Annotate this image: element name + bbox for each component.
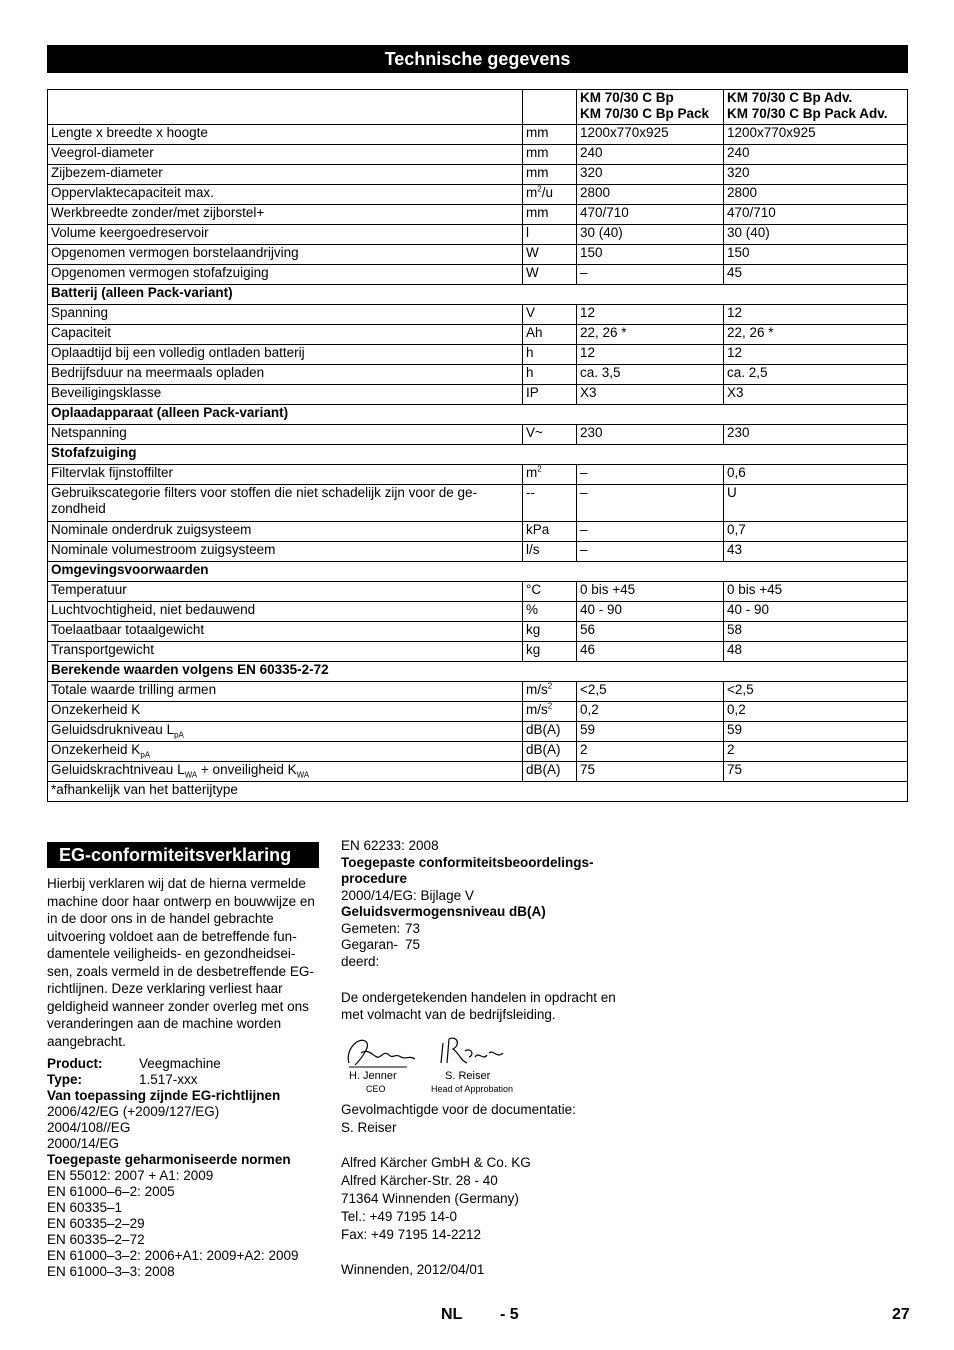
row-label [48, 522, 523, 542]
row-value-model-2: 75 [724, 762, 908, 782]
table-row [48, 165, 908, 185]
row-unit: kPa [523, 522, 577, 542]
footer-lang: NL [441, 1306, 463, 1323]
row-value-model-1: 59 [577, 722, 724, 742]
row-value-model-2: 43 [724, 542, 908, 562]
row-unit [523, 702, 577, 722]
company-line: Fax: +49 7195 14-2212 [341, 1227, 481, 1242]
sound-heading: Geluidsvermogensniveau dB(A) [341, 904, 546, 919]
footnote-row [48, 782, 908, 802]
table-row [48, 345, 908, 365]
row-unit-text: $m/s^2$ [526, 681, 553, 697]
row-label-text: Netspanning [51, 425, 127, 440]
row-unit-text: $m^2/u$ [526, 184, 553, 200]
row-label [48, 542, 523, 562]
row-label-text: Toelaatbaar totaalgewicht [51, 622, 205, 637]
standard-item: EN 60335–2–72 [47, 1232, 145, 1247]
row-unit: Ah [523, 325, 577, 345]
standard-item: EN 60335–1 [47, 1200, 123, 1215]
table-row [48, 722, 908, 742]
doc-label: Gevolmachtigde voor de documentatie: [341, 1102, 576, 1117]
standard-item: EN 61000–3–3: 2008 [47, 1264, 175, 1279]
row-label [48, 485, 523, 522]
row-unit: kg [523, 622, 577, 642]
footer-local-page: - 5 [500, 1306, 519, 1323]
row-value-model-1: 0 bis +45 [577, 582, 724, 602]
procedure-heading-2: procedure [341, 871, 408, 886]
table-row [48, 542, 908, 562]
spec-table-body [48, 90, 908, 802]
row-value-model-2: 2 [724, 742, 908, 762]
row-value-model-1: – [577, 465, 724, 485]
signer1-name: H. Jenner [349, 1070, 397, 1082]
row-label [48, 425, 523, 445]
row-label [48, 325, 523, 345]
row-label-mid: + onveiligheid K [197, 762, 297, 777]
row-label-text: Geluidskrachtniveau L [51, 762, 185, 777]
row-unit: h [523, 345, 577, 365]
row-label-text: Totale waarde trilling armen [51, 682, 217, 697]
row-value-model-1: – [577, 542, 724, 562]
row-value-model-2: 22, 26 * [724, 325, 908, 345]
header-model-2-line-2: KM 70/30 C Bp Pack Adv. [727, 106, 888, 121]
row-value-model-2: 40 - 90 [724, 602, 908, 622]
procedure-heading-1: Toegepaste conformiteitsbeoordelings- [341, 854, 594, 870]
type-value: 1.517-xxx [139, 1072, 198, 1087]
section-row [48, 285, 908, 305]
table-row [48, 485, 908, 522]
signature-reiser-icon [437, 1033, 507, 1075]
row-label-text: Onzekerheid K [51, 742, 141, 757]
row-label [48, 225, 523, 245]
table-row [48, 642, 908, 662]
row-unit: -- [523, 485, 577, 522]
row-value-model-2: 1200x770x925 [724, 125, 908, 145]
standard-item: EN 61000–6–2: 2005 [47, 1184, 175, 1199]
row-value-model-1: 0,2 [577, 702, 724, 722]
product-row [47, 1056, 319, 1072]
guaranteed-label-line-1: Gegaran- [341, 937, 399, 952]
header-unit-cell [523, 90, 577, 125]
row-label-text: Oppervlaktecapaciteit max. [51, 185, 214, 200]
eg-intro: Hierbij verklaren wij dat de hierna vermelde machine door haar ontwerp en bouwwijze en in de door ons in de handel gebrachte uitvoering voldoet aan de betreffende fun-damentele veiligheids- en gezondheidsei-sen, zoals vermeld in de desbetreffende EG-richtlijnen. Deze verklaring verliest haar geldigheid wanneer zonder overleg met ons veranderingen aan de machine worden aangebracht. [47, 876, 315, 1049]
row-label [48, 265, 523, 285]
row-value-model-2: 150 [724, 245, 908, 265]
row-value-model-1: 46 [577, 642, 724, 662]
row-value-model-2: 320 [724, 165, 908, 185]
row-unit: dB(A) [523, 762, 577, 782]
table-row [48, 385, 908, 405]
row-value-model-1: 1200x770x925 [577, 125, 724, 145]
row-unit-text: $m/s^2$ [526, 701, 553, 717]
table-row [48, 205, 908, 225]
guaranteed-label [341, 937, 405, 970]
type-row [47, 1072, 319, 1088]
row-value-model-2: ca. 2,5 [724, 365, 908, 385]
table-row [48, 682, 908, 702]
table-row [48, 305, 908, 325]
row-value-model-2: 48 [724, 642, 908, 662]
directive-item: 2000/14/EG [47, 1136, 120, 1151]
row-value-model-2: X3 [724, 385, 908, 405]
row-value-model-2: 12 [724, 345, 908, 365]
row-unit: W [523, 265, 577, 285]
product-label: Product: [47, 1056, 103, 1071]
header-model-2 [724, 90, 908, 125]
table-row [48, 762, 908, 782]
row-label [48, 465, 523, 485]
table-row [48, 742, 908, 762]
row-label-text: Transportgewicht [51, 642, 155, 657]
signer2-role: Head of Approbation [431, 1084, 514, 1094]
row-unit: W [523, 245, 577, 265]
row-label [48, 305, 523, 325]
signatories-text: De ondergetekenden handelen in opdracht en met volmacht van de bedrijfsleiding. [341, 990, 616, 1022]
row-unit: l/s [523, 542, 577, 562]
header-empty-cell [48, 90, 523, 125]
row-label [48, 742, 523, 762]
row-value-model-2: 0 bis +45 [724, 582, 908, 602]
row-label [48, 385, 523, 405]
spec-table [47, 89, 908, 802]
row-unit: % [523, 602, 577, 622]
row-label [48, 762, 523, 782]
row-unit: mm [523, 145, 577, 165]
standard-item: EN 62233: 2008 [341, 838, 439, 853]
row-label-sub: WA [296, 770, 310, 780]
row-unit: kg [523, 642, 577, 662]
section-heading: Omgevingsvoorwaarden [48, 562, 908, 582]
row-value-model-1: X3 [577, 385, 724, 405]
row-label-sub: WA [184, 770, 198, 780]
guaranteed-row [341, 937, 641, 970]
row-value-model-1: 22, 26 * [577, 325, 724, 345]
company-line: Tel.: +49 7195 14-0 [341, 1209, 457, 1224]
row-value-model-1: 230 [577, 425, 724, 445]
row-value-model-1: 470/710 [577, 205, 724, 225]
row-unit: IP [523, 385, 577, 405]
row-label-text: Nominale onderdruk zuigsysteem [51, 522, 252, 537]
row-unit: V [523, 305, 577, 325]
doc-name: S. Reiser [341, 1120, 397, 1135]
row-label [48, 125, 523, 145]
row-unit: °C [523, 582, 577, 602]
row-value-model-2: 240 [724, 145, 908, 165]
row-value-model-1: 56 [577, 622, 724, 642]
row-value-model-1: – [577, 485, 724, 522]
measured-label: Gemeten: [341, 920, 401, 936]
row-label-sub: pA [140, 750, 151, 760]
row-label [48, 245, 523, 265]
signature-jenner-icon [343, 1033, 423, 1075]
signer1-role: CEO [366, 1084, 386, 1094]
row-value-model-2: U [724, 485, 908, 522]
signatures [341, 1033, 641, 1093]
row-label-text: Nominale volumestroom zuigsysteem [51, 542, 276, 557]
footnote: *afhankelijk van het batterijtype [48, 782, 908, 802]
row-label-text: Opgenomen vermogen stofafzuiging [51, 265, 269, 280]
row-unit: dB(A) [523, 742, 577, 762]
row-label [48, 582, 523, 602]
row-label [48, 682, 523, 702]
row-value-model-2: 45 [724, 265, 908, 285]
eg-details [47, 1056, 319, 1280]
row-label-text: Oplaadtijd bij een volledig ontladen batterij [51, 345, 305, 360]
row-label [48, 345, 523, 365]
table-row [48, 602, 908, 622]
row-label-text: Gebruikscategorie filters voor stoffen die niet schadelijk zijn voor de ge-zondheid [51, 485, 477, 516]
eg-left-column [47, 875, 319, 1280]
standards-heading: Toegepaste geharmoniseerde normen [47, 1152, 291, 1167]
table-header-row [48, 90, 908, 125]
row-unit: mm [523, 125, 577, 145]
row-value-model-1: 2800 [577, 185, 724, 205]
table-row [48, 125, 908, 145]
eg-contact [341, 1101, 641, 1279]
standard-item: EN 60335–2–29 [47, 1216, 145, 1231]
row-value-model-1: 75 [577, 762, 724, 782]
table-row [48, 365, 908, 385]
directive-item: 2006/42/EG (+2009/127/EG) [47, 1104, 220, 1119]
row-value-model-2: 470/710 [724, 205, 908, 225]
row-label [48, 165, 523, 185]
row-label-text: Bedrijfsduur na meermaals opladen [51, 365, 265, 380]
header-model-1-line-1: KM 70/30 C Bp [580, 90, 674, 105]
header-model-2-line-1: KM 70/30 C Bp Adv. [727, 90, 853, 105]
row-unit [523, 185, 577, 205]
standard-item: EN 61000–3–2: 2006+A1: 2009+A2: 2009 [47, 1248, 299, 1263]
eg-heading: EG-conformiteitsverklaring [47, 842, 319, 868]
row-value-model-1: – [577, 265, 724, 285]
row-unit: mm [523, 165, 577, 185]
row-value-model-2: 30 (40) [724, 225, 908, 245]
table-row [48, 622, 908, 642]
row-value-model-2: 59 [724, 722, 908, 742]
row-value-model-1: 12 [577, 345, 724, 365]
row-value-model-1: 30 (40) [577, 225, 724, 245]
row-value-model-2: 2800 [724, 185, 908, 205]
row-value-model-2: 12 [724, 305, 908, 325]
row-value-model-2: 58 [724, 622, 908, 642]
row-label-text: Filtervlak fijnstoffilter [51, 465, 174, 480]
company-line: Alfred Kärcher GmbH & Co. KG [341, 1155, 531, 1170]
row-value-model-1: 40 - 90 [577, 602, 724, 622]
table-row [48, 265, 908, 285]
row-label-text: Spanning [51, 305, 109, 320]
row-value-model-2: 230 [724, 425, 908, 445]
company-line: 71364 Winnenden (Germany) [341, 1191, 519, 1206]
row-unit [523, 682, 577, 702]
row-label [48, 145, 523, 165]
type-label: Type: [47, 1072, 83, 1087]
table-row [48, 145, 908, 165]
page-title: Technische gegevens [47, 45, 908, 73]
row-label-text: Temperatuur [51, 582, 127, 597]
footer-page-number: 27 [892, 1306, 910, 1323]
standard-item: EN 55012: 2007 + A1: 2009 [47, 1168, 214, 1183]
row-unit: V~ [523, 425, 577, 445]
row-value-model-1: – [577, 522, 724, 542]
table-row [48, 465, 908, 485]
header-model-1 [577, 90, 724, 125]
row-label [48, 622, 523, 642]
row-label-text: Opgenomen vermogen borstelaandrijving [51, 245, 299, 260]
row-label-text: Beveiligingsklasse [51, 385, 162, 400]
table-row [48, 522, 908, 542]
procedure-value: 2000/14/EG: Bijlage V [341, 887, 474, 903]
row-value-model-1: 320 [577, 165, 724, 185]
product-value: Veegmachine [139, 1056, 221, 1071]
section-heading: Batterij (alleen Pack-variant) [48, 285, 908, 305]
row-value-model-1: 2 [577, 742, 724, 762]
row-label-text: Veegrol-diameter [51, 145, 154, 160]
row-label-text: Volume keergoedreservoir [51, 225, 209, 240]
table-row [48, 245, 908, 265]
table-row [48, 702, 908, 722]
row-value-model-2: 0,6 [724, 465, 908, 485]
row-label [48, 602, 523, 622]
guaranteed-label-line-2: deerd: [341, 953, 380, 969]
row-value-model-1: 150 [577, 245, 724, 265]
row-value-model-1: <2,5 [577, 682, 724, 702]
section-heading: Berekende waarden volgens EN 60335-2-72 [48, 662, 908, 682]
table-row [48, 225, 908, 245]
row-label-text: Luchtvochtigheid, niet bedauwend [51, 602, 256, 617]
section-row [48, 445, 908, 465]
table-row [48, 185, 908, 205]
row-unit: mm [523, 205, 577, 225]
section-row [48, 405, 908, 425]
row-label [48, 702, 523, 722]
row-label-text: Zijbezem-diameter [51, 165, 163, 180]
measured-row [341, 921, 641, 938]
table-row [48, 582, 908, 602]
row-value-model-2: 0,7 [724, 522, 908, 542]
guaranteed-value: 75 [405, 937, 421, 952]
signer2-name: S. Reiser [445, 1070, 491, 1082]
row-unit [523, 465, 577, 485]
section-row [48, 662, 908, 682]
row-unit: h [523, 365, 577, 385]
row-value-model-1: 240 [577, 145, 724, 165]
row-label [48, 722, 523, 742]
row-value-model-2: <2,5 [724, 682, 908, 702]
row-label-sub: pA [174, 730, 184, 740]
row-label-text: Capaciteit [51, 325, 112, 340]
row-unit-text: $m^2$ [526, 464, 542, 480]
measured-value: 73 [405, 920, 421, 936]
row-label [48, 205, 523, 225]
section-row [48, 562, 908, 582]
directives-heading: Van toepassing zijnde EG-richtlijnen [47, 1088, 281, 1103]
row-unit: l [523, 225, 577, 245]
row-label [48, 365, 523, 385]
table-row [48, 325, 908, 345]
company-line: Alfred Kärcher-Str. 28 - 40 [341, 1173, 498, 1188]
date: Winnenden, 2012/04/01 [341, 1262, 485, 1277]
row-value-model-2: 0,2 [724, 702, 908, 722]
eg-right-column [341, 838, 641, 1279]
row-value-model-1: 12 [577, 305, 724, 325]
row-label [48, 185, 523, 205]
row-label-text: Geluidsdrukniveau L [51, 722, 175, 737]
header-model-1-line-2: KM 70/30 C Bp Pack [580, 106, 710, 121]
row-unit: dB(A) [523, 722, 577, 742]
row-label [48, 642, 523, 662]
section-heading: Stofafzuiging [48, 445, 908, 465]
row-value-model-1: ca. 3,5 [577, 365, 724, 385]
row-label-text: Werkbreedte zonder/met zijborstel+ [51, 205, 265, 220]
directive-item: 2004/108//EG [47, 1120, 131, 1135]
section-heading: Oplaadapparaat (alleen Pack-variant) [48, 405, 908, 425]
table-row [48, 425, 908, 445]
row-label-text: Lengte x breedte x hoogte [51, 125, 208, 140]
row-label-text: Onzekerheid K [51, 702, 141, 717]
